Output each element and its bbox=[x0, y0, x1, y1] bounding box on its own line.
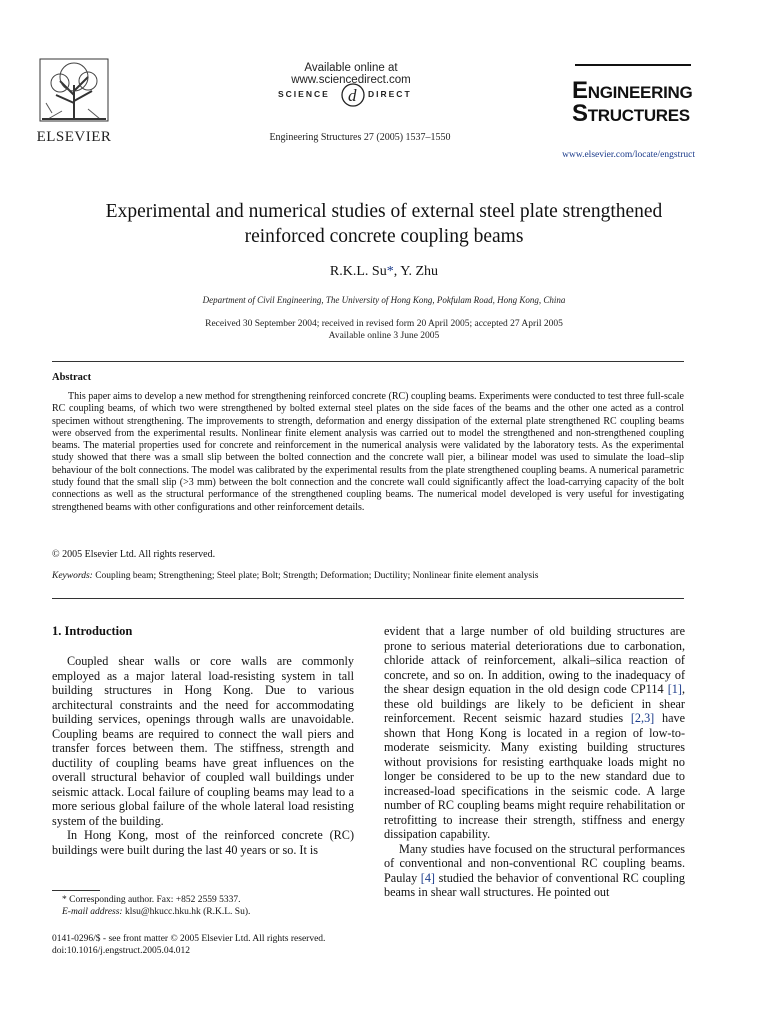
journal-citation: Engineering Structures 27 (2005) 1537–1550 bbox=[269, 132, 451, 143]
doi-link[interactable]: doi:10.1016/j.engstruct.2005.04.012 bbox=[52, 946, 191, 956]
author-name: R.K.L. Su bbox=[329, 264, 387, 279]
journal-url-link[interactable]: www.elsevier.com/locate/engstruct bbox=[562, 150, 695, 160]
author-list: R.K.L. Su*, Y. Zhu bbox=[329, 264, 439, 279]
abstract-heading: Abstract bbox=[52, 372, 92, 383]
abstract-body: This paper aims to develop a new method for strengthening reinforced concrete (RC) coupling beams. Experiments were conducted to test three full-scale RC coupling beams, of which two were strengthened by bolted external steel plates on the side faces of the beams and the other one acted as a control specimen without strengthening. The improvements to strength, deformation and energy dissipation of the external plate strengthened RC coupling beams were observed from the experimental results. Nonlinear finite element analysis was carried out to model the strengthened and non-strengthened coupling beams. The material properties used for concrete and reinforcement in the numerical analysis were validated by the laboratory tests. As the experimental study showed that there was a small slip between the bolted connection and the concrete wall pier, a bilinear model was used to simulate the load–slip behaviour of the bolt connections. The model was calibrated by the experimental results from the plate strengthened coupling beams. A numerical parametric study found that the small slip (>3 mm) between the bolt connection and the concrete wall could significantly affect the load-carrying capacity of the bolt connections as well as the structural performance of the strengthened coupling beams. The numerical model developed is very useful for investigating strengthened beams with other configurations and other reinforcement details. bbox=[52, 391, 684, 513]
keywords-label: Keywords: bbox=[52, 571, 93, 581]
email-link[interactable]: klsu@hkucc.hku.hk (R.K.L. Su). bbox=[122, 907, 251, 917]
citation-link[interactable]: [4] bbox=[420, 870, 435, 885]
citation-link[interactable]: [2,3] bbox=[630, 711, 655, 725]
journal-logo-bar bbox=[575, 64, 691, 66]
publisher-name: ELSEVIER bbox=[36, 129, 112, 145]
sciencedirect-logo bbox=[250, 80, 460, 112]
right-column bbox=[384, 624, 685, 900]
citation-link[interactable]: [1] bbox=[667, 682, 682, 696]
corresponding-author-footnote: * Corresponding author. Fax: +852 2559 5337. E-mail address: klsu@hkucc.hku.hk (R.K.L. Su). bbox=[62, 895, 251, 917]
section-heading: 1. Introduction bbox=[52, 624, 133, 638]
front-matter: 0141-0296/$ - see front matter © 2005 Elsevier Ltd. All rights reserved. doi:10.1016/j.engstruct.2005.04.012 bbox=[52, 933, 382, 957]
sciencedirect-mark-icon bbox=[340, 80, 366, 110]
article-title: Experimental and numerical studies of external steel plate strengthened reinforced concrete coupling beams bbox=[105, 201, 663, 247]
sciencedirect-right-word: DIRECT bbox=[368, 89, 412, 99]
available-online-text: Available online at www.sciencedirect.com bbox=[291, 62, 411, 86]
corresponding-author-link[interactable]: * bbox=[386, 264, 394, 279]
divider-bottom bbox=[52, 598, 684, 599]
paragraph: In Hong Kong, most of the reinforced concrete (RC) buildings were built during the last 40 years or so. It is bbox=[52, 828, 354, 857]
left-column bbox=[52, 654, 354, 857]
elsevier-tree-icon bbox=[22, 55, 126, 125]
divider-top bbox=[52, 361, 684, 362]
elsevier-logo bbox=[22, 55, 126, 147]
paragraph: Many studies have focused on the structural performances of conventional and non-conventional RC coupling beams. Paulay [4] studied the behavior of conventional RC coupling beams in shear wall structures. He pointed out bbox=[384, 841, 685, 899]
keywords bbox=[52, 571, 684, 581]
keywords-list: Coupling beam; Strengthening; Steel plate; Bolt; Strength; Deformation; Ductility; Nonlinear finite element analysis bbox=[92, 571, 539, 581]
journal-logo-line1: ENGINEERING bbox=[572, 77, 693, 104]
paragraph: evident that a large number of old building structures are prone to serious material deteriorations due to carbonation, chloride attack of reinforcement, alkali–silica reaction of concrete, and so on. In addition, owing to the inadequacy of the shear design equation in the old design code CP114 [1], these old buildings are likely to be deficient in shear reinforcement. Recent seismic hazard studies [2,3] have shown that Hong Kong is located in a region of low-to-moderate seismicity. Many existing building structures without provisions for resisting earthquake loads might no longer be considered to be up to the new standard due to increased-load specifications in the seismic code. A large number of RC coupling beams might require rehabilitation or retrofitting to increase their strength, stiffness and energy dissipation capability. bbox=[384, 624, 685, 841]
sciencedirect-left-word: SCIENCE bbox=[278, 89, 330, 99]
paragraph: Coupled shear walls or core walls are commonly employed as a major lateral load-resisting system in tall building structures in Hong Kong. Due to various architectural constraints and the need for accommodating building services, openings through walls are unavoidable. Coupling beams are required to connect the wall piers and transfer forces between them. The stiffness, strength and ductility of coupling beams have great influences on the overall structural behavior of coupled wall buildings under seismic attack. Local failure of coupling beams may lead to a more serious global failure of the whole lateral load resisting system of the building. bbox=[52, 654, 354, 828]
journal-logo bbox=[572, 77, 693, 127]
author-name: Y. Zhu bbox=[400, 264, 439, 279]
author-affiliation: Department of Civil Engineering, The University of Hong Kong, Pokfulam Road, Hong Kong, China bbox=[202, 295, 566, 305]
journal-logo-line2: STRUCTURES bbox=[572, 100, 690, 127]
sciencedirect-mark-letter: d bbox=[348, 86, 357, 105]
article-dates: Received 30 September 2004; received in revised form 20 April 2005; accepted 27 April 2005 Available online 3 June 2005 bbox=[205, 319, 563, 341]
footnote-divider bbox=[52, 890, 100, 891]
copyright-notice: © 2005 Elsevier Ltd. All rights reserved. bbox=[52, 549, 216, 560]
